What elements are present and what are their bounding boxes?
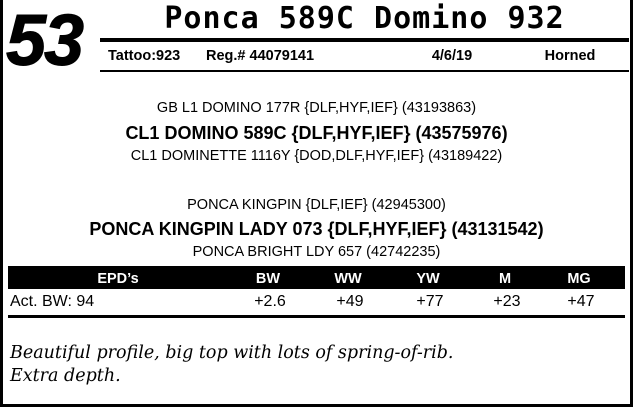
pedigree-dam: PONCA KINGPIN LADY 073 {DLF,HYF,IEF} (43131542) — [89, 219, 544, 239]
epd-bottom-rule — [8, 315, 625, 318]
comment-block — [10, 342, 625, 388]
epd-value-mg: +47 — [567, 293, 595, 310]
epd-value-ww: +49 — [336, 293, 364, 310]
comment-line-1: Beautiful profile, big top with lots of spring-of-rib. — [10, 343, 454, 363]
epd-header-mg: MG — [567, 271, 591, 287]
pedigree-sire-granddam: CL1 DOMINETTE 1116Y {DOD,DLF,HYF,IEF} (43189422) — [130, 148, 503, 164]
horn-status-value: Horned — [544, 48, 596, 64]
epd-header-m: M — [498, 271, 512, 287]
epd-value-bw: +2.6 — [254, 293, 286, 310]
epd-header-ww: WW — [334, 271, 362, 287]
epd-actual-birthweight: Act. BW: 94 — [10, 293, 95, 310]
pedigree-dam-granddam: PONCA BRIGHT LDY 657 (42742235) — [192, 244, 441, 260]
pedigree-block — [0, 96, 633, 264]
pedigree-dam-grandsire: PONCA KINGPIN {DLF,IEF} (42945300) — [187, 197, 446, 213]
epd-value-yw: +77 — [416, 293, 444, 310]
animal-name: Ponca 589C Domino 932 — [164, 1, 565, 36]
epd-header-row — [8, 269, 625, 289]
comment-line-2: Extra depth. — [10, 366, 121, 386]
pedigree-sire-grandsire: GB L1 DOMINO 177R {DLF,HYF,IEF} (43193863) — [156, 100, 477, 116]
header-divider-thin — [100, 70, 629, 72]
epd-header-label: EPD’s — [97, 271, 139, 287]
birthdate-value: 4/6/19 — [431, 48, 473, 64]
card-border-left — [0, 0, 3, 407]
tattoo-value: Tattoo:923 — [108, 48, 181, 64]
registration-value: Reg.# 44079141 — [206, 48, 315, 64]
header-block — [100, 2, 629, 72]
epd-header-yw: YW — [416, 271, 440, 287]
identification-row — [100, 42, 629, 70]
epd-value-m: +23 — [493, 293, 521, 310]
epd-table — [8, 266, 625, 318]
lot-number: 53 — [6, 1, 83, 81]
epd-value-row — [8, 289, 625, 315]
pedigree-sire: CL1 DOMINO 589C {DLF,HYF,IEF} (43575976) — [125, 123, 508, 143]
epd-header-bw: BW — [255, 271, 281, 287]
